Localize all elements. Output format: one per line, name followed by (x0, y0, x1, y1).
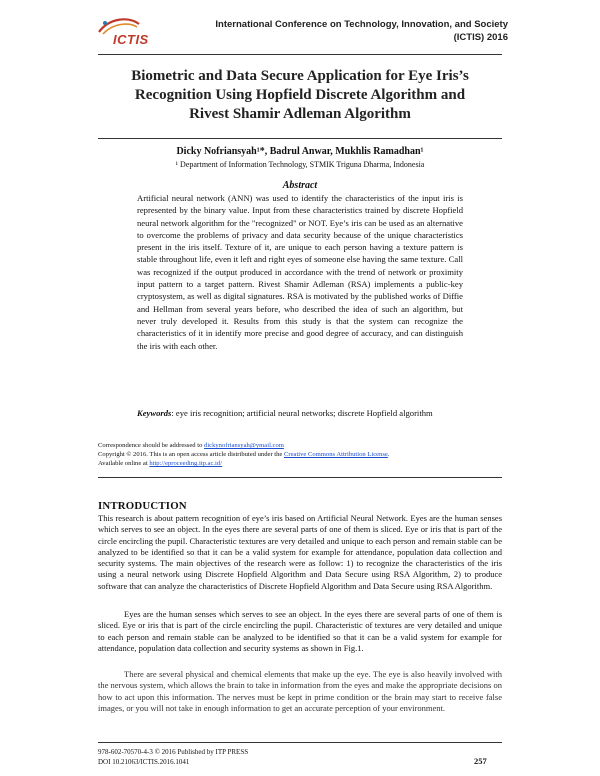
conference-logo (95, 14, 155, 50)
availability-prefix: Available online at (98, 460, 150, 468)
isbn-line: 978-602-70570-4-3 © 2016 Published by ITP PRESS (98, 748, 249, 756)
copyright-suffix: . (387, 451, 390, 459)
title-line-3: Rivest Shamir Adleman Algorithm (189, 106, 411, 122)
title-divider (98, 138, 502, 139)
availability-note (98, 459, 502, 468)
notes-divider (98, 477, 502, 478)
keywords (137, 408, 463, 419)
footer (98, 747, 248, 767)
copyright-note (98, 450, 502, 459)
license-link[interactable]: Creative Commons Attribution License (284, 451, 388, 459)
proceeding-link[interactable]: http://eproceeding.itp.ac.id/ (149, 460, 223, 468)
logo-text: ICTIS (113, 32, 149, 47)
header-divider (98, 54, 502, 55)
affiliation: ¹ Department of Information Technology, STMIK Triguna Dharma, Indonesia (175, 160, 425, 169)
page-number: 257 (474, 756, 487, 766)
conference-line-1: International Conference on Technology, Innovation, and Society (215, 19, 508, 30)
abstract-text: Artificial neural network (ANN) was used to identify the characteristics of the input iris is represented by the binary value. Input from these characteristics trained by discrete Hopfield neural network algorithm for the "recognized" or NOT. Eye’s iris can be used as an alternative to overcome the problems of privacy and data security because of the unique characteristics present in the iris itself. Texture of it, are unique to each person having a texture pattern is stable throughout life, even it left and right eyes of someone else having the same texture. Call was recognized if the output produced in accordance with the trend of network or proximity input pattern to a target pattern. Rivest Shamir Adleman (RSA) implements a public-key cryptosystem, as well as digital signatures. RSA is motivated by the published works of Diffie and Hellman from several years before, who described the idea of such an algorithm, but never truly developed it. Results from this study is that the system can recognize the characteristics of it in identify more precise and good degree of accuracy, and can distinguish the iris with each other. (137, 193, 463, 351)
doi-line: DOI 10.21063/ICTIS.2016.1041 (98, 758, 190, 766)
keywords-text: : eye iris recognition; artificial neural networks; discrete Hopfield algorithm (171, 408, 433, 418)
correspondence-prefix: Correspondence should be addressed to (98, 442, 205, 449)
abstract-heading: Abstract (282, 180, 318, 191)
title-line-1: Biometric and Data Secure Application for Eye Iris’s (131, 68, 469, 84)
conference-name (168, 18, 508, 44)
keywords-label: Keywords (137, 408, 172, 418)
article-notes (98, 441, 502, 469)
title-line-2: Recognition Using Hopfield Discrete Algorithm and (134, 87, 466, 103)
conference-line-2: (ICTIS) 2016 (453, 32, 508, 43)
introduction-heading: INTRODUCTION (98, 500, 187, 512)
copyright-prefix: Copyright © 2016. This is an open access article distributed under the (98, 451, 284, 459)
introduction-paragraph-3: There are several physical and chemical elements that make up the eye. The eye is also heavily involved with the nervous system, which allows the brain to take in information from the eyes and make the appropriate decisions on how to act upon this information. The nerves must be kept in prime condition or the brain may start to receive false images, or you will not take in enough information to get an accurate perception of your environment. (98, 669, 502, 713)
paper-title (90, 67, 510, 124)
author-list: Dicky Nofriansyah¹*, Badrul Anwar, Mukhlis Ramadhan¹ (176, 146, 424, 157)
footer-divider (98, 742, 502, 743)
introduction-paragraph-1: This research is about pattern recognition of eye’s iris based on Artificial Neural Network. Eyes are the human senses which serves to see an object. In the eyes there are several parts of one of them is sliced. Eye or iris that is part of the circle encircling the pupil. Characteristic textures are very detailed and unique to each person and remain stable can be analyzed to be identified so that it can be a valid system for example for attendance, population data collection and security systems. The main objectives of the research were as follow: 1) to recognize the characteristics of the iris using a neural network using Discrete Hopfield Algorithm and Data Secure using RSA Algorithm, 2) to produce software that can analyze the characteristics of Discrete Hopfield Algorithm and Data Secure using RSA Algorithm. (98, 513, 502, 591)
correspondence-note (98, 441, 502, 450)
introduction-paragraph-2: Eyes are the human senses which serves to see an object. In the eyes there are several parts of one of them is sliced. Eye or iris that is part of the circle encircling the pupil. Characteristic of textures are very detailed and unique to each person and remain stable can be analyzed to be identified so that it can be a valid system for example for attendance, population data collection and security systems as shown in Fig.1. (98, 609, 502, 653)
correspondence-email-link[interactable]: dickynofriansyah@ymail.com (204, 442, 284, 449)
